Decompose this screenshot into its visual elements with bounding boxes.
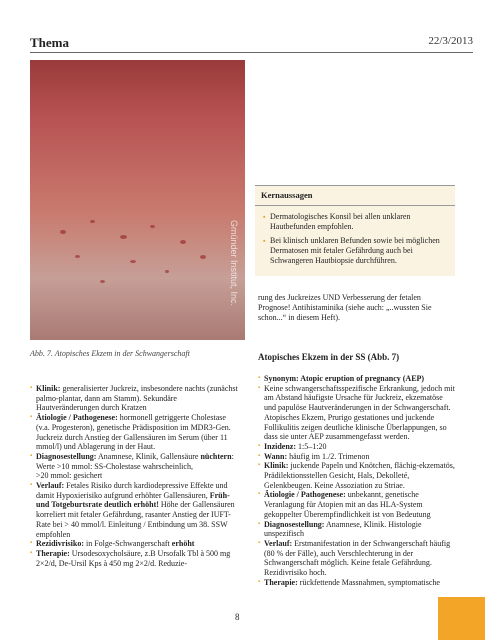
list-item: ▪ Wann: häufig im 1./2. Trimenon xyxy=(258,452,455,462)
key-points-title: Kernaussagen xyxy=(255,186,455,206)
photo-watermark: Gmünder Institut, Inc. xyxy=(229,220,239,307)
list-item: ▪ Ätiologie / Pathogenese: hormonell getriggerte Cholestase (v.a. Progesteron), genetische Prädisposition im MDR3-Gen. Juckreiz durch Anstieg der Gallensäuren im Serum (über 11 mmol/l) und Ablagerung in der Haut. xyxy=(30,413,240,452)
list-item: ▪ Ätiologie / Pathogenese: unbekannt, genetische Veranlagung für Atopien mit an das HLA-System gekoppelter Überempfindlichkeit ist von Bedeutung xyxy=(258,490,455,519)
list-item: ▪ Verlauf: Erstmanifestation in der Schwangerschaft häufig (80 % der Fälle), auch Verschlechterung in der Schwangerschaft möglich. Keine fetale Gefährdung. Rezidivrisiko hoch. xyxy=(258,539,455,578)
continued-text: rung des Juckreizes UND Verbesserung der fetalen Prognose! Antihistaminika (siehe auch: „..wussten Sie schon...“ in diesem Heft). xyxy=(258,293,432,322)
list-item: ▪ Keine schwangerschaftsspezifische Erkrankung, jedoch mit am Abstand häufigste Ursache für Juckreiz, ekzematöse und papulöse Hautveränderungen in der Schwangerschaft. Atopisches Ekzem, Prurigo gestationes und juckende Follikulitis zeigen deutliche klinische Überlappungen, so dass sie unter AEP zusammengefasst werden. xyxy=(258,384,455,442)
page-title: Thema xyxy=(30,35,69,50)
figure-caption: Abb. 7. Atopisches Ekzem in der Schwangerschaft xyxy=(30,349,190,358)
list-item: ▪ Diagnosestellung: Anamnese, Klinik. Histologie unspezifisch xyxy=(258,520,455,539)
list-item: ▪ Diagnosestellung: Anamnese, Klinik, Gallensäure nüchtern: Werte >10 mmol: SS-Cholestase wahrscheinlich, >20 mmol: gesichert xyxy=(30,452,240,481)
right-column xyxy=(258,374,455,587)
key-point-item: ▪ Dermatologisches Konsil bei allen unklaren Hautbefunden empfohlen. xyxy=(263,212,449,232)
list-item: ▪ Verlauf: Fetales Risiko durch kardiodepressive Effekte und damit Hypoxierisiko aufgrund erhöhter Gallensäuren, Früh- und Totgeburtsrate deutlich erhöht! Höhe der Gallensäuren korreliert mit fetaler Gefährdung, rasanter Anstieg der IUFT-Rate bei > 40 mmol/l. Einleitung / Entbindung um 38. SSW empfohlen xyxy=(30,481,240,539)
figure-photo xyxy=(30,60,245,340)
list-item: ▪ Inzidenz: 1:5–1:20 xyxy=(258,442,455,452)
header-divider xyxy=(30,52,473,53)
page-number: 8 xyxy=(235,612,240,622)
list-item: ▪ Synonym: Atopic eruption of pregnancy (AEP) xyxy=(258,374,455,384)
section-heading: Atopisches Ekzem in der SS (Abb. 7) xyxy=(258,352,400,362)
list-item: ▪ Klinik: generalisierter Juckreiz, insbesondere nachts (zunächst palmo-plantar, dann am Stamm). Sekundäre Hautveränderungen durch Kratzen xyxy=(30,384,240,413)
key-point-item: ▪ Bei klinisch unklaren Befunden sowie bei möglichen Dermatosen mit fetaler Gefährdung auch bei Schwangeren Hautbiopsie durchführen. xyxy=(263,236,449,266)
list-item: ▪ Therapie: rückfettende Massnahmen, symptomatische xyxy=(258,578,455,588)
date-label: 22/3/2013 xyxy=(428,35,473,47)
left-column xyxy=(30,384,240,568)
corner-accent xyxy=(438,597,485,640)
list-item: ▪ Rezidivrisiko: in Folge-Schwangerschaft erhöht xyxy=(30,539,240,549)
list-item: ▪ Therapie: Ursodesoxycholsäure, z.B Ursofalk Tbl à 500 mg 2×2/d, De-Ursil Kps à 450 mg 2×2/d. Reduzie- xyxy=(30,549,240,568)
key-points-box xyxy=(255,185,455,276)
list-item: ▪ Klinik: juckende Papeln und Knötchen, flächig-ekzematös, Prädilektionsstellen Gesicht, Hals, Dekolleté, Gelenkbeugen. Keine Assoziation zu Striae. xyxy=(258,461,455,490)
